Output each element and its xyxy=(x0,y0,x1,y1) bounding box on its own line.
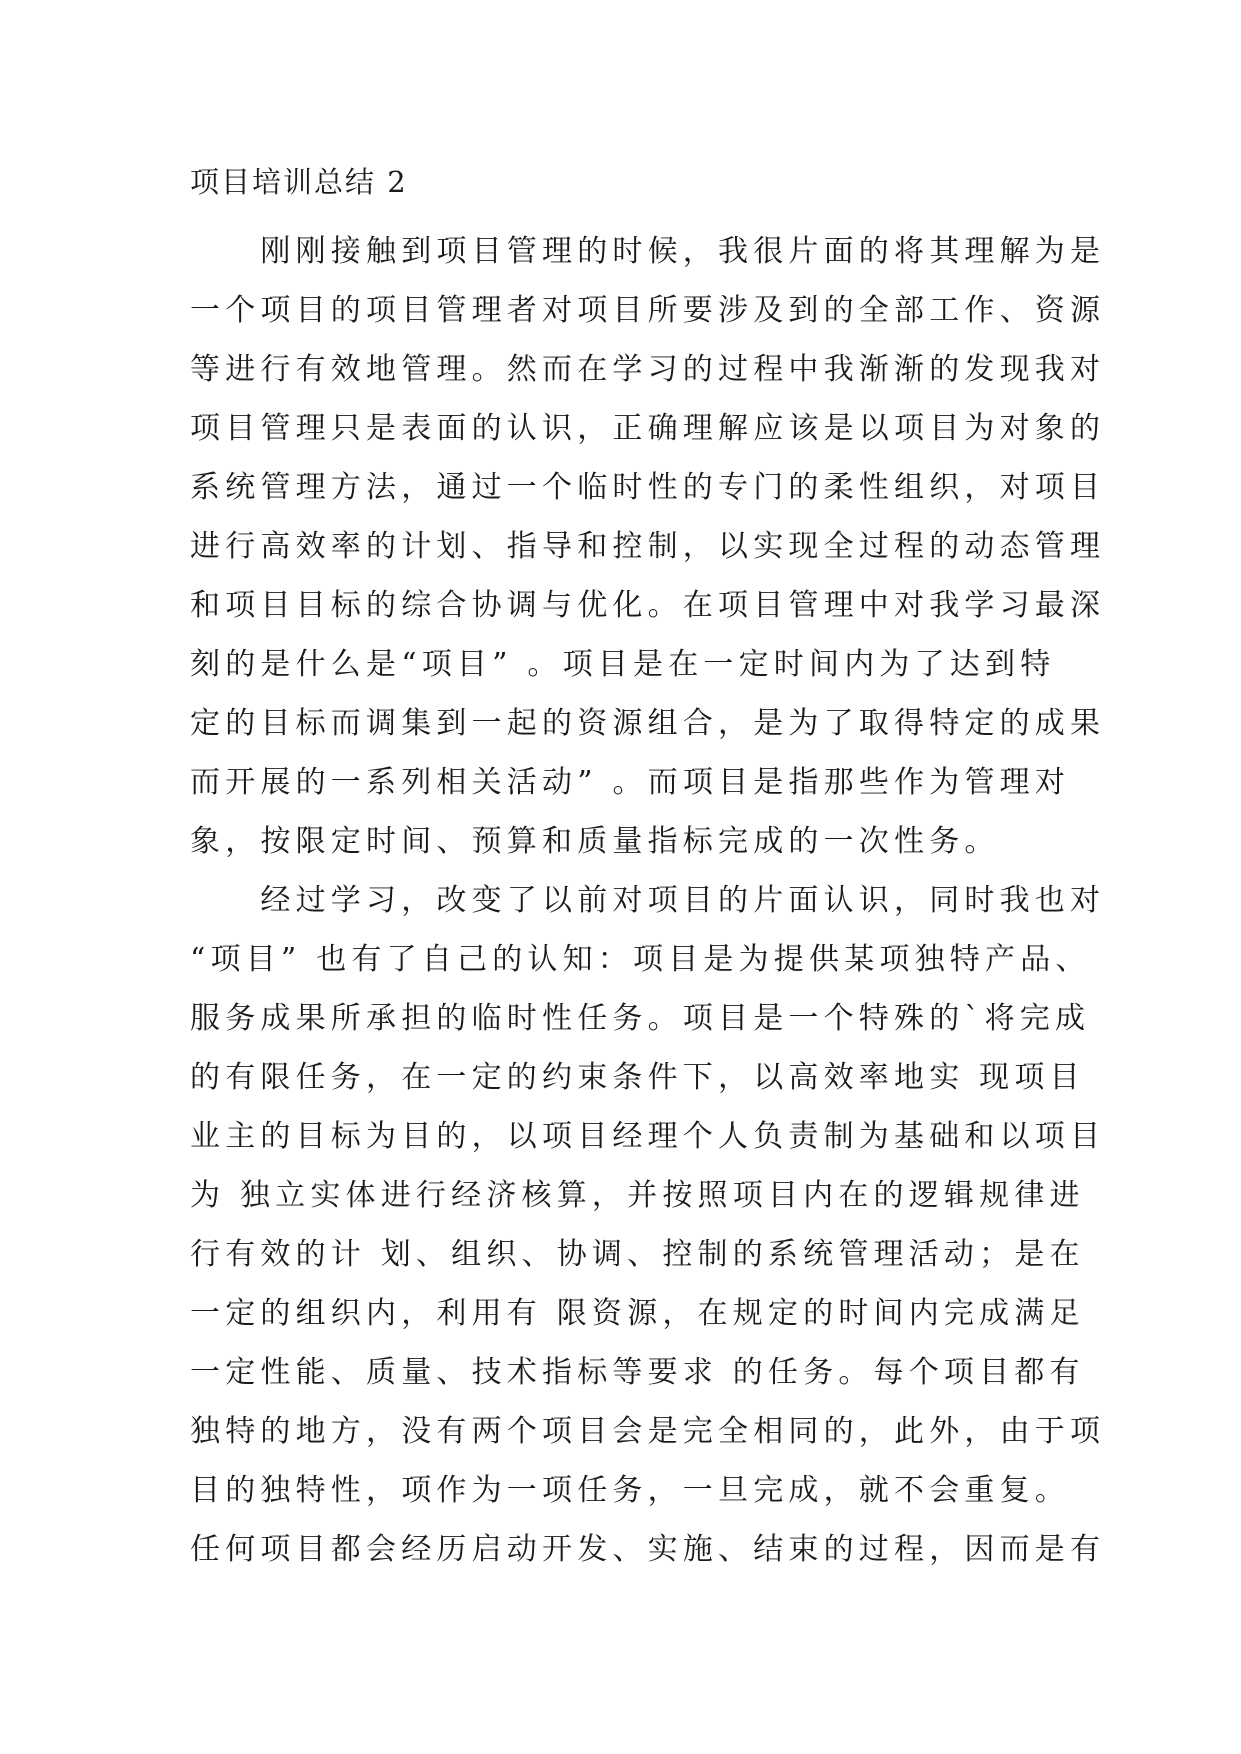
text-line: 的有限任务，在一定的约束条件下，以高效率地实 现项目 xyxy=(190,1060,1085,1095)
text-line: 定的目标而调集到一起的资源组合，是为了取得特定的成果 xyxy=(190,706,1106,741)
text-line: 目的独特性，项作为一项任务，一旦完成，就不会重复。 xyxy=(190,1473,1070,1508)
text-line: 一个项目的项目管理者对项目所要涉及到的全部工作、资源 xyxy=(190,293,1106,328)
text-line: 刚刚接触到项目管理的时候，我很片面的将其理解为是 xyxy=(190,234,1106,269)
text-line: 一定性能、质量、技术指标等要求 的任务。每个项目都有 xyxy=(190,1355,1085,1390)
text-line: 而开展的一系列相关活动” 。而项目是指那些作为管理对 xyxy=(190,765,1071,800)
text-line: 经过学习，改变了以前对项目的片面认识，同时我也对 xyxy=(190,883,1106,918)
text-line: 一定的组织内，利用有 限资源，在规定的时间内完成满足 xyxy=(190,1296,1085,1331)
text-line: 项目管理只是表面的认识，正确理解应该是以项目为对象的 xyxy=(190,411,1106,446)
text-line: 服务成果所承担的临时性任务。项目是一个特殊的`将完成 xyxy=(190,1001,1091,1036)
text-line: 系统管理方法，通过一个临时性的专门的柔性组织，对项目 xyxy=(190,470,1106,505)
text-line: 进行高效率的计划、指导和控制，以实现全过程的动态管理 xyxy=(190,529,1106,564)
text-line: 为 独立实体进行经济核算，并按照项目内在的逻辑规律进 xyxy=(190,1178,1085,1213)
text-line: 象，按限定时间、预算和质量指标完成的一次性务。 xyxy=(190,824,1000,859)
text-line: 行有效的计 划、组织、协调、控制的系统管理活动；是在 xyxy=(190,1237,1085,1272)
text-line: “项目” 也有了自己的认知：项目是为提供某项独特产品、 xyxy=(190,942,1091,977)
text-line: 任何项目都会经历启动开发、实施、结束的过程，因而是有 xyxy=(190,1532,1106,1567)
document-body xyxy=(190,222,1230,1579)
text-line: 等进行有效地管理。然而在学习的过程中我渐渐的发现我对 xyxy=(190,352,1106,387)
text-line: 刻的是什么是“项目” 。项目是在一定时间内为了达到特 xyxy=(190,647,1056,682)
document-title: 项目培训总结 2 xyxy=(190,165,408,199)
text-line: 独特的地方，没有两个项目会是完全相同的，此外，由于项 xyxy=(190,1414,1106,1449)
text-line: 和项目目标的综合协调与优化。在项目管理中对我学习最深 xyxy=(190,588,1106,623)
text-line: 业主的目标为目的，以项目经理个人负责制为基础和以项目 xyxy=(190,1119,1106,1154)
